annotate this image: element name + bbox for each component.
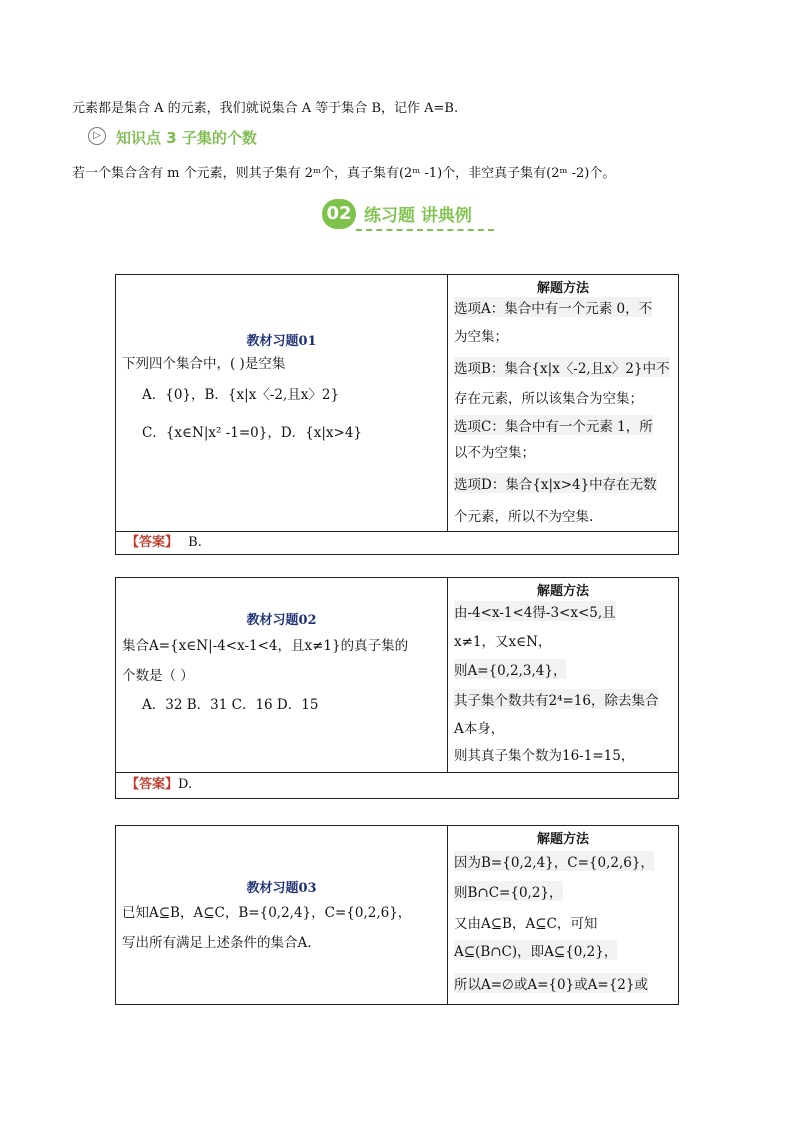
- method-line: A本身，: [454, 721, 505, 737]
- exercise-table-3: [115, 825, 679, 1005]
- answer-label: 【答案】: [126, 535, 179, 550]
- question-line: 已知A⊆B，A⊆C，B={0,2,4}，C={0,2,6}，: [122, 905, 412, 921]
- method-line: 由-4<x-1<4得-3<x<5,且: [454, 601, 616, 621]
- method-line: 个元素，所以不为空集.: [454, 509, 594, 525]
- section-number-badge: 02: [322, 199, 356, 229]
- method-line: 则B∩C={0,2}，: [454, 881, 563, 901]
- method-line: 选项B：集合{x|x〈-2,且x〉2}中不: [454, 357, 670, 377]
- question-line: 个数是（ ）: [122, 668, 194, 684]
- answer-value: D.: [178, 777, 193, 792]
- question-line: 写出所有满足上述条件的集合A.: [122, 935, 312, 951]
- exercise-title: 教材习题03: [246, 881, 317, 896]
- answer-row: [116, 772, 678, 799]
- section-underline: [356, 229, 494, 231]
- method-line: 其子集个数共有2⁴=16，除去集合: [454, 689, 659, 709]
- question-line: 下列四个集合中，( )是空集: [122, 356, 286, 372]
- method-line: x≠1，又x∈N，: [454, 634, 552, 650]
- method-line: 为空集；: [454, 329, 508, 345]
- section-title: 练习题 讲典例: [364, 206, 472, 226]
- exercise-question-cell: [116, 275, 448, 531]
- method-heading: 解题方法: [536, 832, 589, 847]
- question-line: 集合A={x∈N|-4<x-1<4，且x≠1}的真子集的: [122, 638, 409, 654]
- intro-line: 元素都是集合 A 的元素，我们就说集合 A 等于集合 B，记作 A=B.: [72, 101, 459, 116]
- method-line: 选项A：集合中有一个元素 0，不: [454, 297, 652, 317]
- answer-label: 【答案】: [126, 777, 179, 792]
- answer-value: B.: [188, 535, 202, 550]
- exercise-method-cell: [448, 275, 678, 531]
- knowledge-point-title: 知识点 3 子集的个数: [116, 129, 257, 147]
- method-line: 选项C：集合中有一个元素 1，所: [454, 415, 653, 435]
- question-line: A．{0}，B．{x|x〈-2,且x〉2}: [142, 387, 340, 403]
- exercise-question-cell: [116, 578, 448, 772]
- answer-row: [116, 531, 678, 555]
- method-line: 因为B={0,2,4}，C={0,2,6}，: [454, 851, 654, 871]
- method-line: 所以A=∅或A={0}或A={2}或: [454, 973, 648, 993]
- question-line: C．{x∈N|x² -1=0}，D．{x|x>4}: [142, 425, 363, 441]
- method-line: 则A={0,2,3,4}，: [454, 659, 566, 679]
- exercise-table-2: [115, 577, 679, 799]
- exercise-title: 教材习题01: [246, 334, 317, 349]
- method-line: 存在元素，所以该集合为空集；: [454, 391, 643, 407]
- exercise-question-cell: [116, 826, 448, 1004]
- method-heading: 解题方法: [536, 584, 589, 599]
- play-circle-icon: ▷: [88, 127, 106, 145]
- knowledge-point-text: 若一个集合含有 m 个元素，则其子集有 2ᵐ个，真子集有(2ᵐ -1)个，非空真子集有(2ᵐ -2)个。: [72, 166, 616, 181]
- method-line: 以不为空集；: [454, 445, 535, 461]
- exercise-method-cell: [448, 826, 678, 1004]
- method-heading: 解题方法: [536, 281, 589, 296]
- method-line: 则其真子集个数为16-1=15，: [454, 748, 635, 764]
- method-line: A⊆(B∩C)，即A⊆{0,2}，: [454, 940, 617, 960]
- exercise-title: 教材习题02: [246, 613, 317, 628]
- question-line: A．32 B．31 C．16 D．15: [142, 697, 319, 713]
- method-line: 又由A⊆B，A⊆C，可知: [454, 916, 598, 932]
- exercise-method-cell: [448, 578, 678, 772]
- exercise-table-1: [115, 274, 679, 555]
- method-line: 选项D：集合{x|x>4}中存在无数: [454, 473, 657, 493]
